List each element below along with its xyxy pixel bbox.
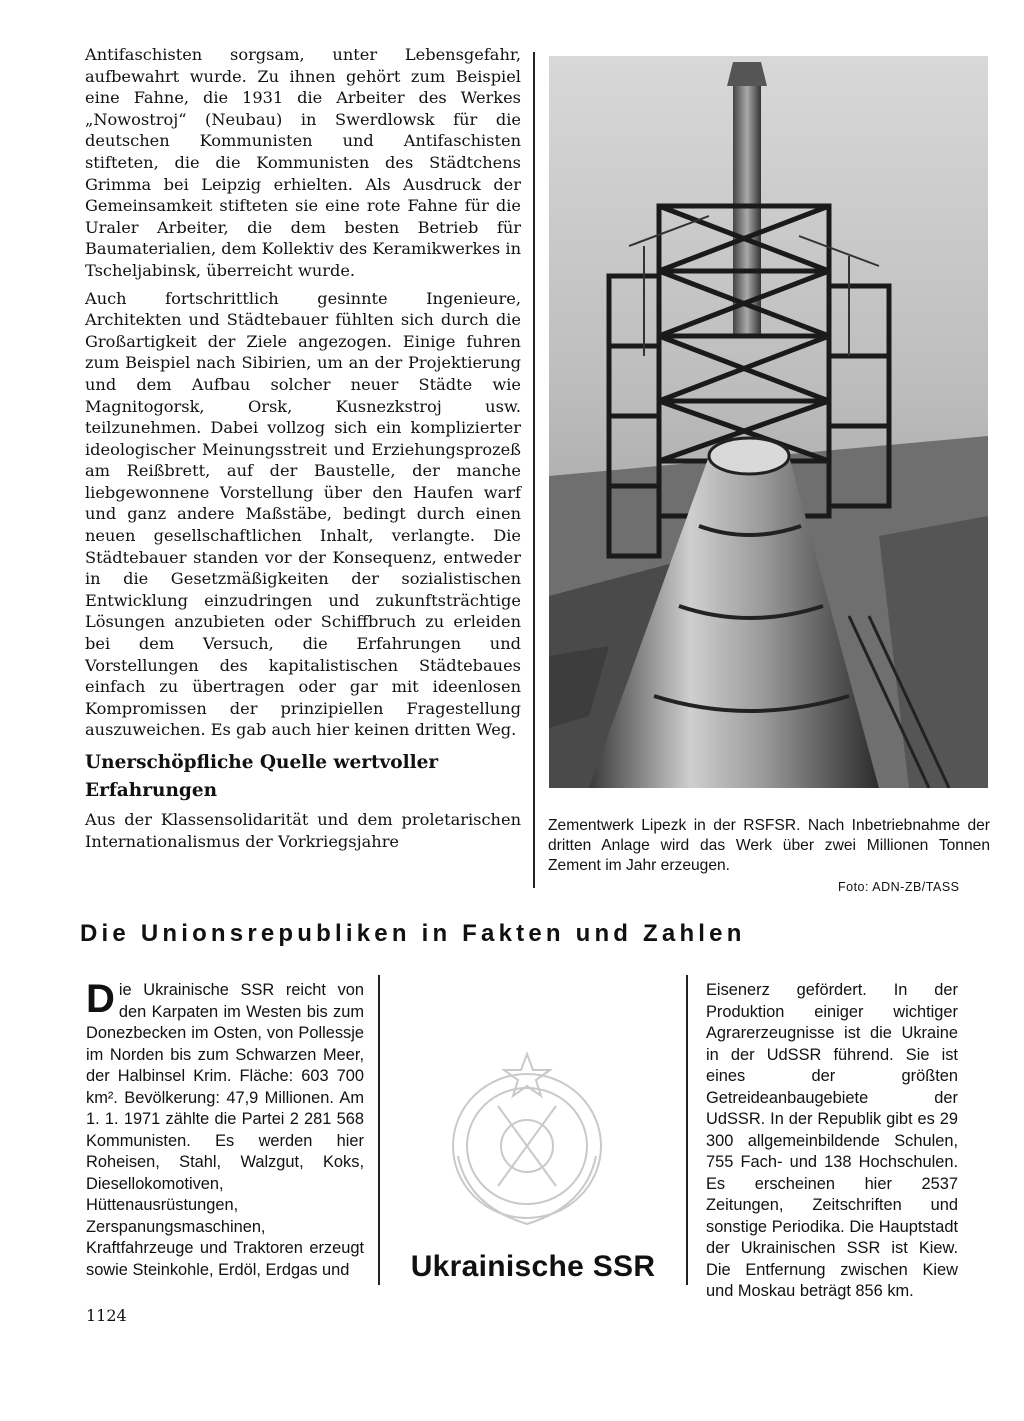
ukraine-text-part-2: Eisenerz gefördert. In der Produktion einiger wichtiger Agrarerzeugnisse ist die Ukraine in der UdSSR führend. Sie ist eines der größten Getreideanbaugebiete der UdSSR. In der Republik gibt es 29 300 allgemeinbildende Schulen, 755 Fach- und 138 Hochschulen. Es erscheinen hier 2537 Zeitungen, Zeitschriften und sonstige Periodika. Die Hauptstadt der Ukrainischen SSR ist Kiew. Die Entfernung zwischen Kiew und Moskau beträgt 856 km. (706, 981, 958, 1300)
cement-plant-photo (549, 56, 988, 788)
article-column (85, 44, 521, 858)
state-emblem-icon (438, 1046, 616, 1232)
ukraine-text-column-left (86, 977, 364, 1281)
column-divider (533, 52, 535, 888)
article-paragraph-2: Auch fortschrittlich gesinnte Ingenieure, Architekten und Städtebauer fühlten sich durch die Großartigkeit der Ziele angezogen. Einige fuhren zum Beispiel nach Sibirien, um an der Projektierung und dem Aufbau solcher neuer Städte wie Magnitogorsk, Orsk, Kusnezkstroj usw. teilzunehmen. Dabei vollzog sich ein komplizierter ideologischer Meinungsstreit und Erziehungsprozeß am Reißbrett, auf der Baustelle, der manche liebgewonnene Vorstellung über den Haufen warf und ganz andere Maßstäbe, bedingt durch einen neuen gesellschaftlichen Inhalt, verlangte. Die Städtebauer standen vor der Konsequenz, entweder in die Gesetzmäßigkeiten der sozialistischen Entwicklung einzudringen und zukunftsträchtige Lösungen anzubieten oder Schiffbruch zu erleiden bei dem Versuch, die Erfahrungen und Vorstellungen des kapitalistischen Städtebaues einfach zu übertragen oder gar mit ideenlosen Kompromissen der prinzipiellen Fragestellung auszuweichen. Es gab auch hier keinen dritten Weg. (85, 288, 521, 740)
column-divider (378, 975, 380, 1285)
section-title: Die Unionsrepubliken in Fakten und Zahlen (80, 920, 746, 947)
republic-name: Ukrainische SSR (410, 1250, 656, 1283)
column-divider (686, 975, 688, 1285)
article-paragraph-3: Aus der Klassensolidarität und dem proletarischen Internationalismus der Vorkriegsjahre (85, 810, 521, 851)
ukraine-text-part-1: ie Ukrainische SSR reicht von den Karpaten im Westen bis zum Donezbecken im Osten, von Pollessje im Norden bis zum Schwarzen Meer, der Halbinsel Krim. Fläche: 603 700 km². Bevölkerung: 47,9 Millionen. Am 1. 1. 1971 zählte die Partei 2 281 568 Kommunisten. Es werden hier Roheisen, Stahl, Walzgut, Koks, Diesellokomotiven, Hüttenausrüstungen, Zerspanungsmaschinen, Kraftfahrzeuge und Traktoren erzeugt sowie Steinkohle, Erdöl, Erdgas und (86, 981, 364, 1279)
photo-caption: Zementwerk Lipezk in der RSFSR. Nach Inbetriebnahme der dritten Anlage wird das Werk über zwei Millionen Tonnen Zement im Jahr erzeugen. (548, 817, 990, 874)
page-number: 1124 (86, 1306, 127, 1325)
photo-credit: Foto: ADN-ZB/TASS (838, 880, 960, 894)
ukraine-text-column-right (706, 980, 958, 1303)
article-subheading: Unerschöpfliche Quelle wertvoller Erfahrungen (85, 752, 439, 801)
article-paragraph-1: Antifaschisten sorgsam, unter Lebensgefahr, aufbewahrt wurde. Zu ihnen gehört zum Beispiel eine Fahne, die 1931 die Arbeiter des Werkes „Nowostroj“ (Neubau) in Swerdlowsk für die deutschen Kommunisten und Antifaschisten stifteten, die die Kommunisten des Städtchens Grimma bei Leipzig erhielten. Als Ausdruck der Gemeinsamkeit stifteten sie eine rote Fahne für die Uraler Arbeiter, die dem besten Betrieb für Baumaterialien, dem Kollektiv des Keramikwerkes in Tscheljabinsk, überreicht wurde. (85, 45, 521, 280)
drop-cap: D (86, 977, 115, 1021)
